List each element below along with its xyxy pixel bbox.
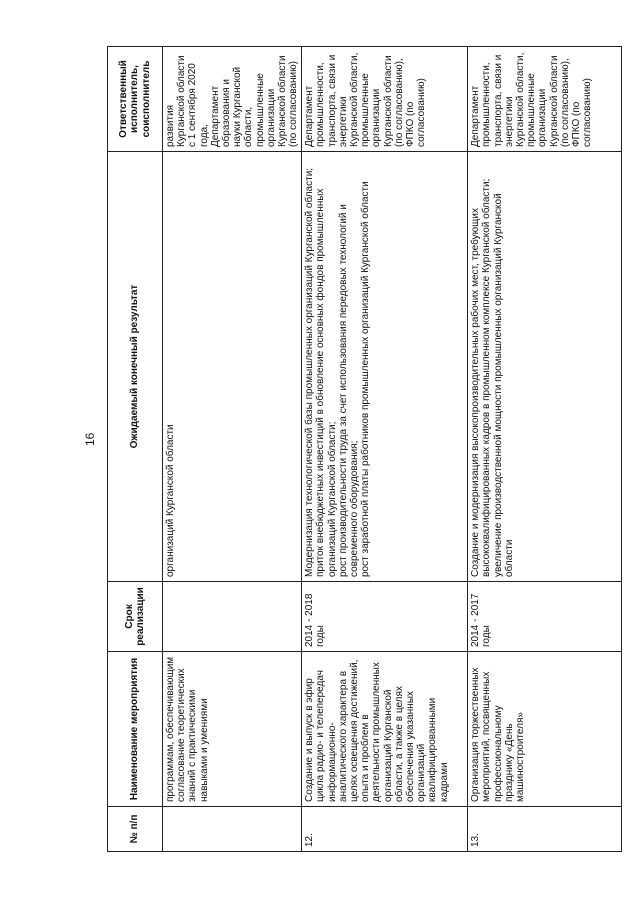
header-responsible: Ответственный исполнитель, соисполнитель [108,47,163,152]
row-name: Создание и выпуск в эфир цикла радио- и телепередач информационно-аналитического характера в целях освещения достижений, опыта и проблем в деятельности промышленных организаций Курганской области, а также в целях обеспечения указанных организаций квалифицированными кадрами [302,652,468,807]
row-responsible: Департамент промышленности, транспорта, связи и энергетики Курганской области, промышленные организации Курганской области (по согласованию), ФПКО (по согласованию) [302,47,468,152]
measures-table [107,46,622,852]
table-row [302,47,468,852]
page-number: 16 [83,432,97,446]
table-row [468,47,622,852]
rotated-table-wrapper [107,47,610,852]
row-responsible: развития Курганской области с 1 сентября 2020 года, Департамент образования и науки Курганской области, промышленные организации Курганской области (по согласованию) [163,47,302,152]
row-name: Организация торжественных мероприятий, посвященных профессиональному празднику «День машиностроителя» [468,652,622,807]
row-num: 13. [468,807,622,852]
header-num: № п/п [108,807,163,852]
row-period: 2014 - 2017 годы [468,582,622,652]
row-result: организаций Курганской области [163,152,302,582]
row-num [163,807,302,852]
row-num: 12. [302,807,468,852]
row-responsible: Департамент промышленности, транспорта, связи и энергетики Курганской области, промышленные организации Курганской области (по согласованию), ФПКО (по согласованию) [468,47,622,152]
row-result: Модернизация технологической базы промышленных организаций Курганской области; приток внебюджетных инвестиций в обновление основных фондов промышленных организаций Курганской области; рост производительности труда за счет использования передовых технологий и современного оборудования; рост заработной платы работников промышленных организаций Курганской области [302,152,468,582]
header-result: Ожидаемый конечный результат [108,152,163,582]
table-row [163,47,302,852]
table-header-row [108,47,163,852]
row-period [163,582,302,652]
header-name: Наименование мероприятия [108,652,163,807]
row-period: 2014 - 2018 годы [302,582,468,652]
row-result: Создание и модернизация высокопроизводительных рабочих мест, требующих высококвалифицированных кадров в промышленном комплексе Курганской области; увеличение производственной мощности промышленных организаций Курганской области [468,152,622,582]
header-period: Срок реализации [108,582,163,652]
row-name: программам, обеспечивающим согласование теоретических знаний с практическими навыками и умениями [163,652,302,807]
